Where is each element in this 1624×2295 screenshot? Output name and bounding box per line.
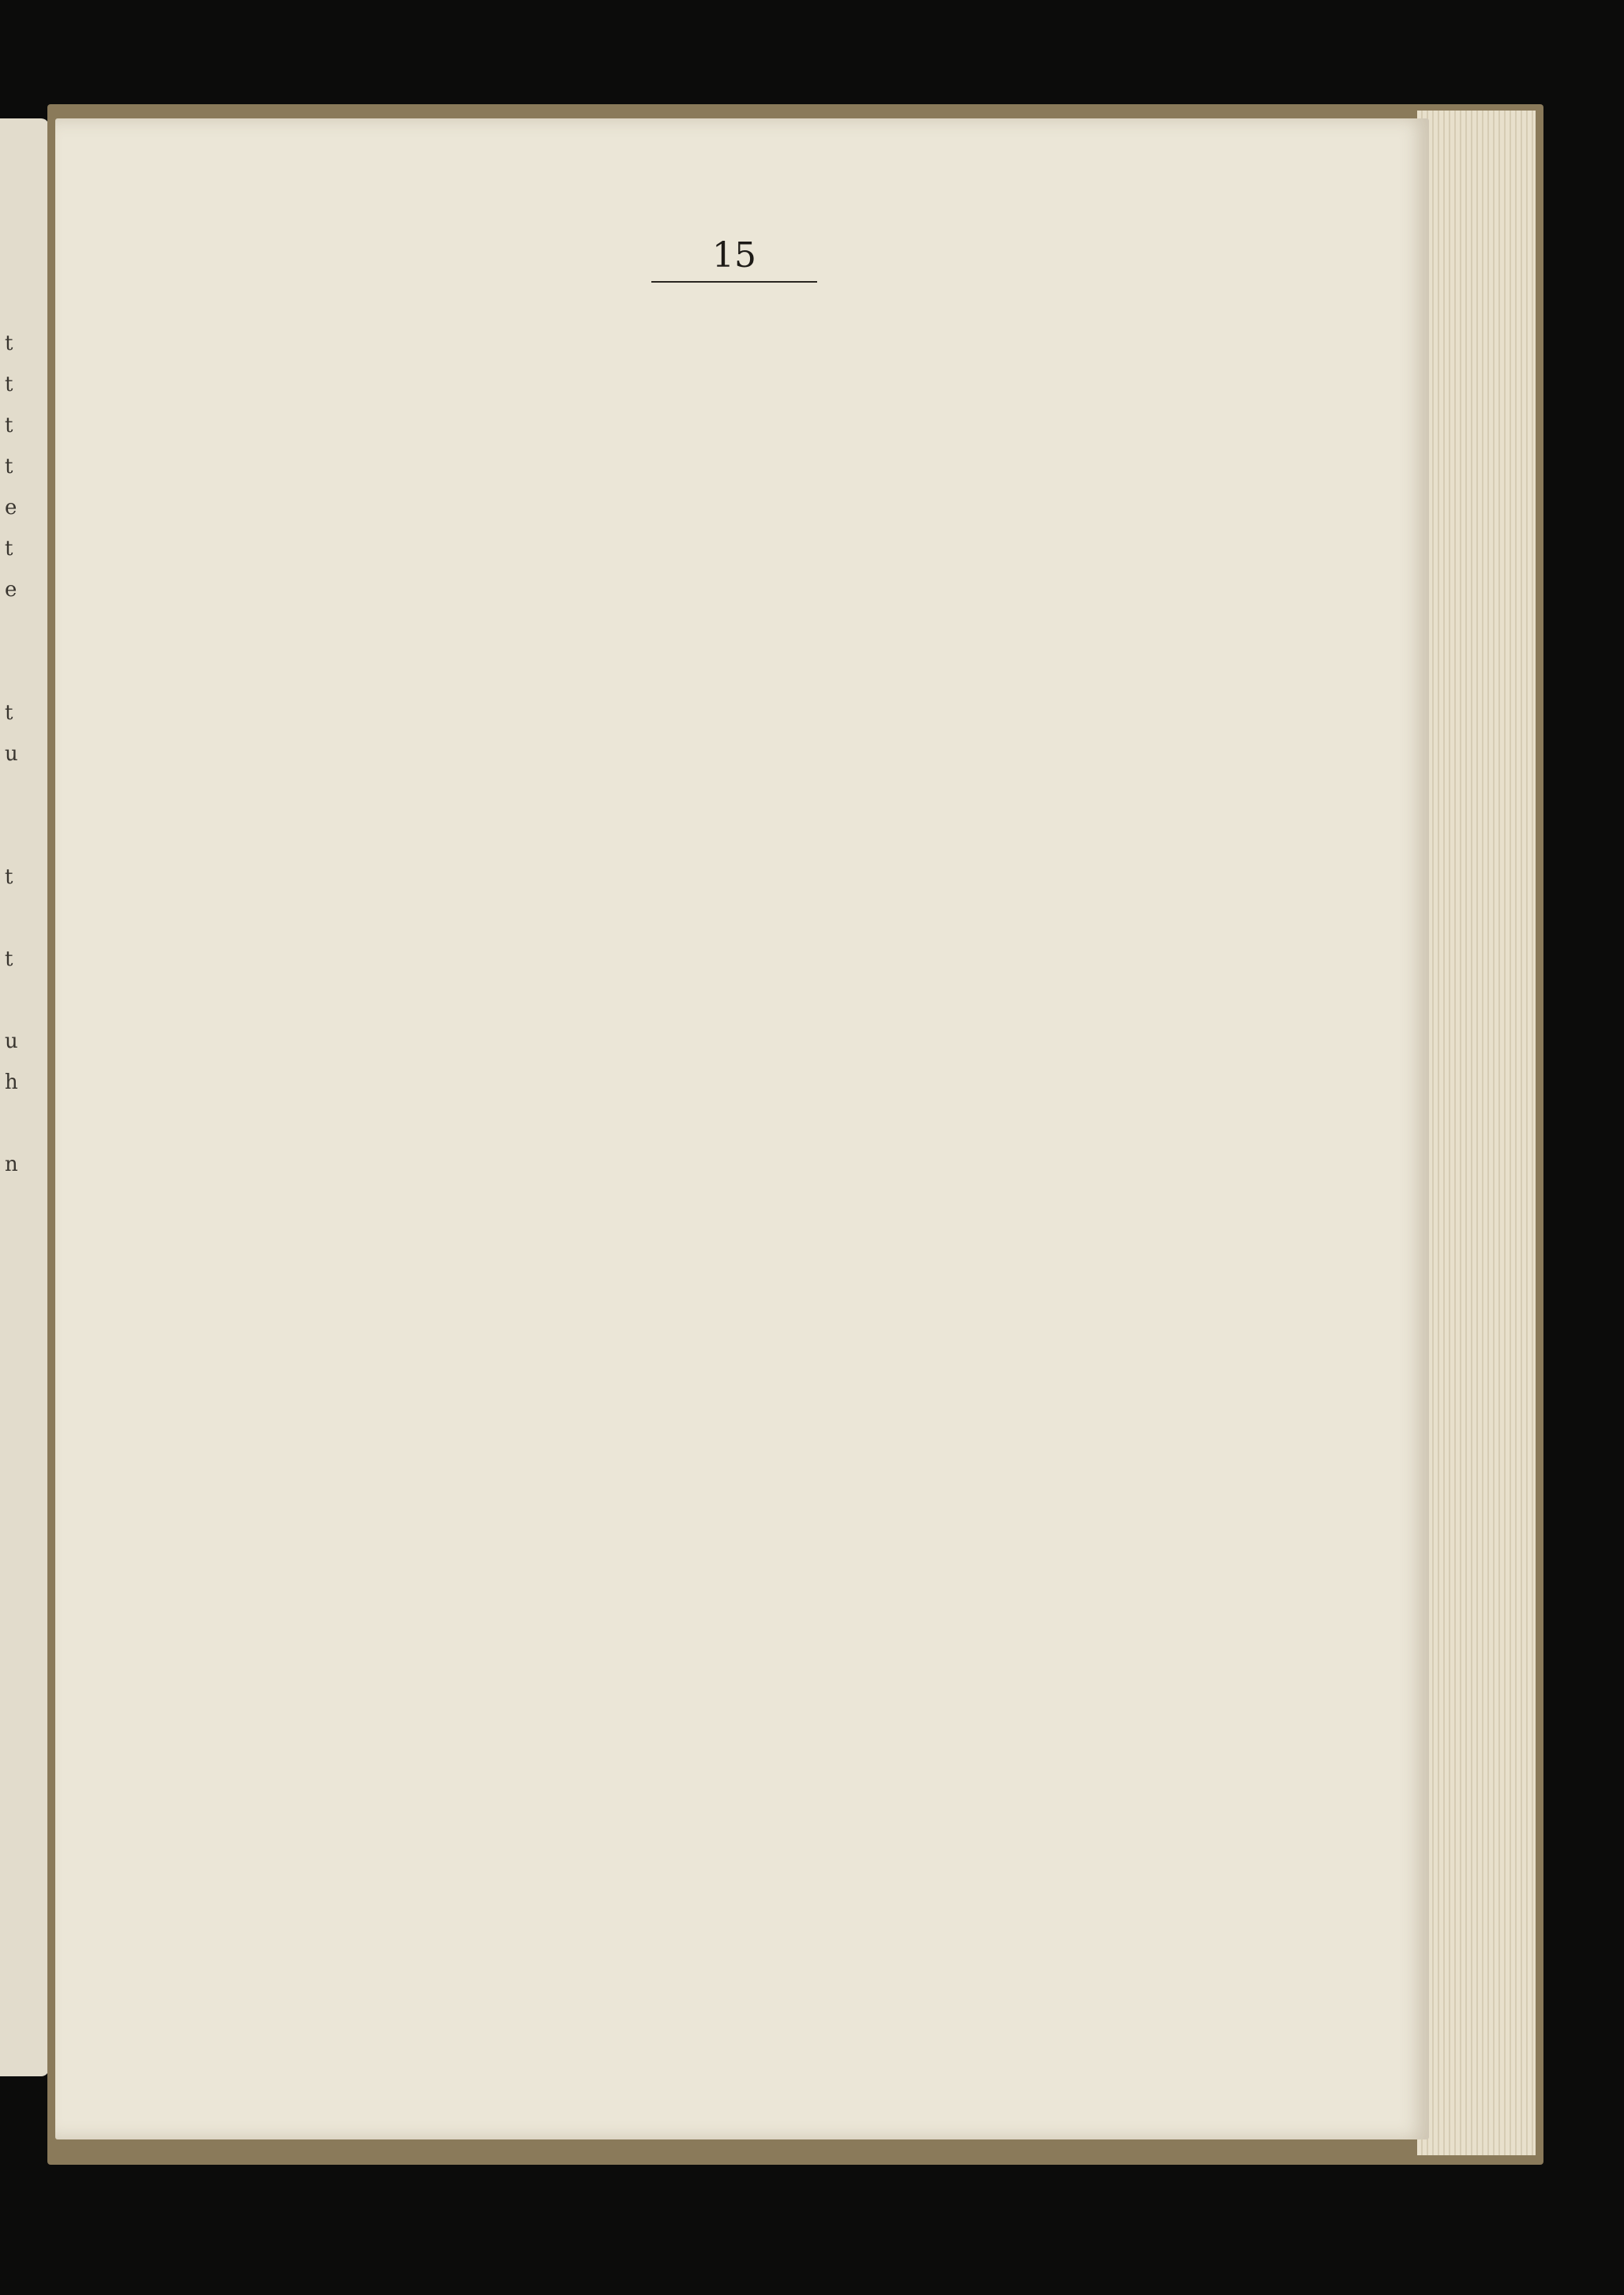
page-number-rule — [651, 281, 817, 283]
book-page — [55, 118, 1429, 2139]
facing-page-letter: e — [5, 496, 17, 519]
facing-page-letter: t — [5, 373, 13, 396]
facing-page-letter: e — [5, 578, 17, 602]
facing-page-letter: t — [5, 537, 13, 561]
facing-page-letter: u — [5, 742, 18, 766]
facing-page-letter: n — [5, 1153, 18, 1176]
facing-page-letter: t — [5, 947, 13, 971]
facing-page-edge — [0, 118, 49, 2076]
page-number: 15 — [712, 235, 756, 276]
facing-page-letter: t — [5, 332, 13, 355]
facing-page-letter: t — [5, 414, 13, 437]
facing-page-letters — [0, 118, 49, 2076]
facing-page-letter: t — [5, 865, 13, 889]
facing-page-letter: t — [5, 455, 13, 478]
facing-page-letter: h — [5, 1071, 18, 1094]
page-edges — [1417, 111, 1536, 2155]
facing-page-letter: u — [5, 1029, 18, 1053]
facing-page-letter: t — [5, 701, 13, 725]
